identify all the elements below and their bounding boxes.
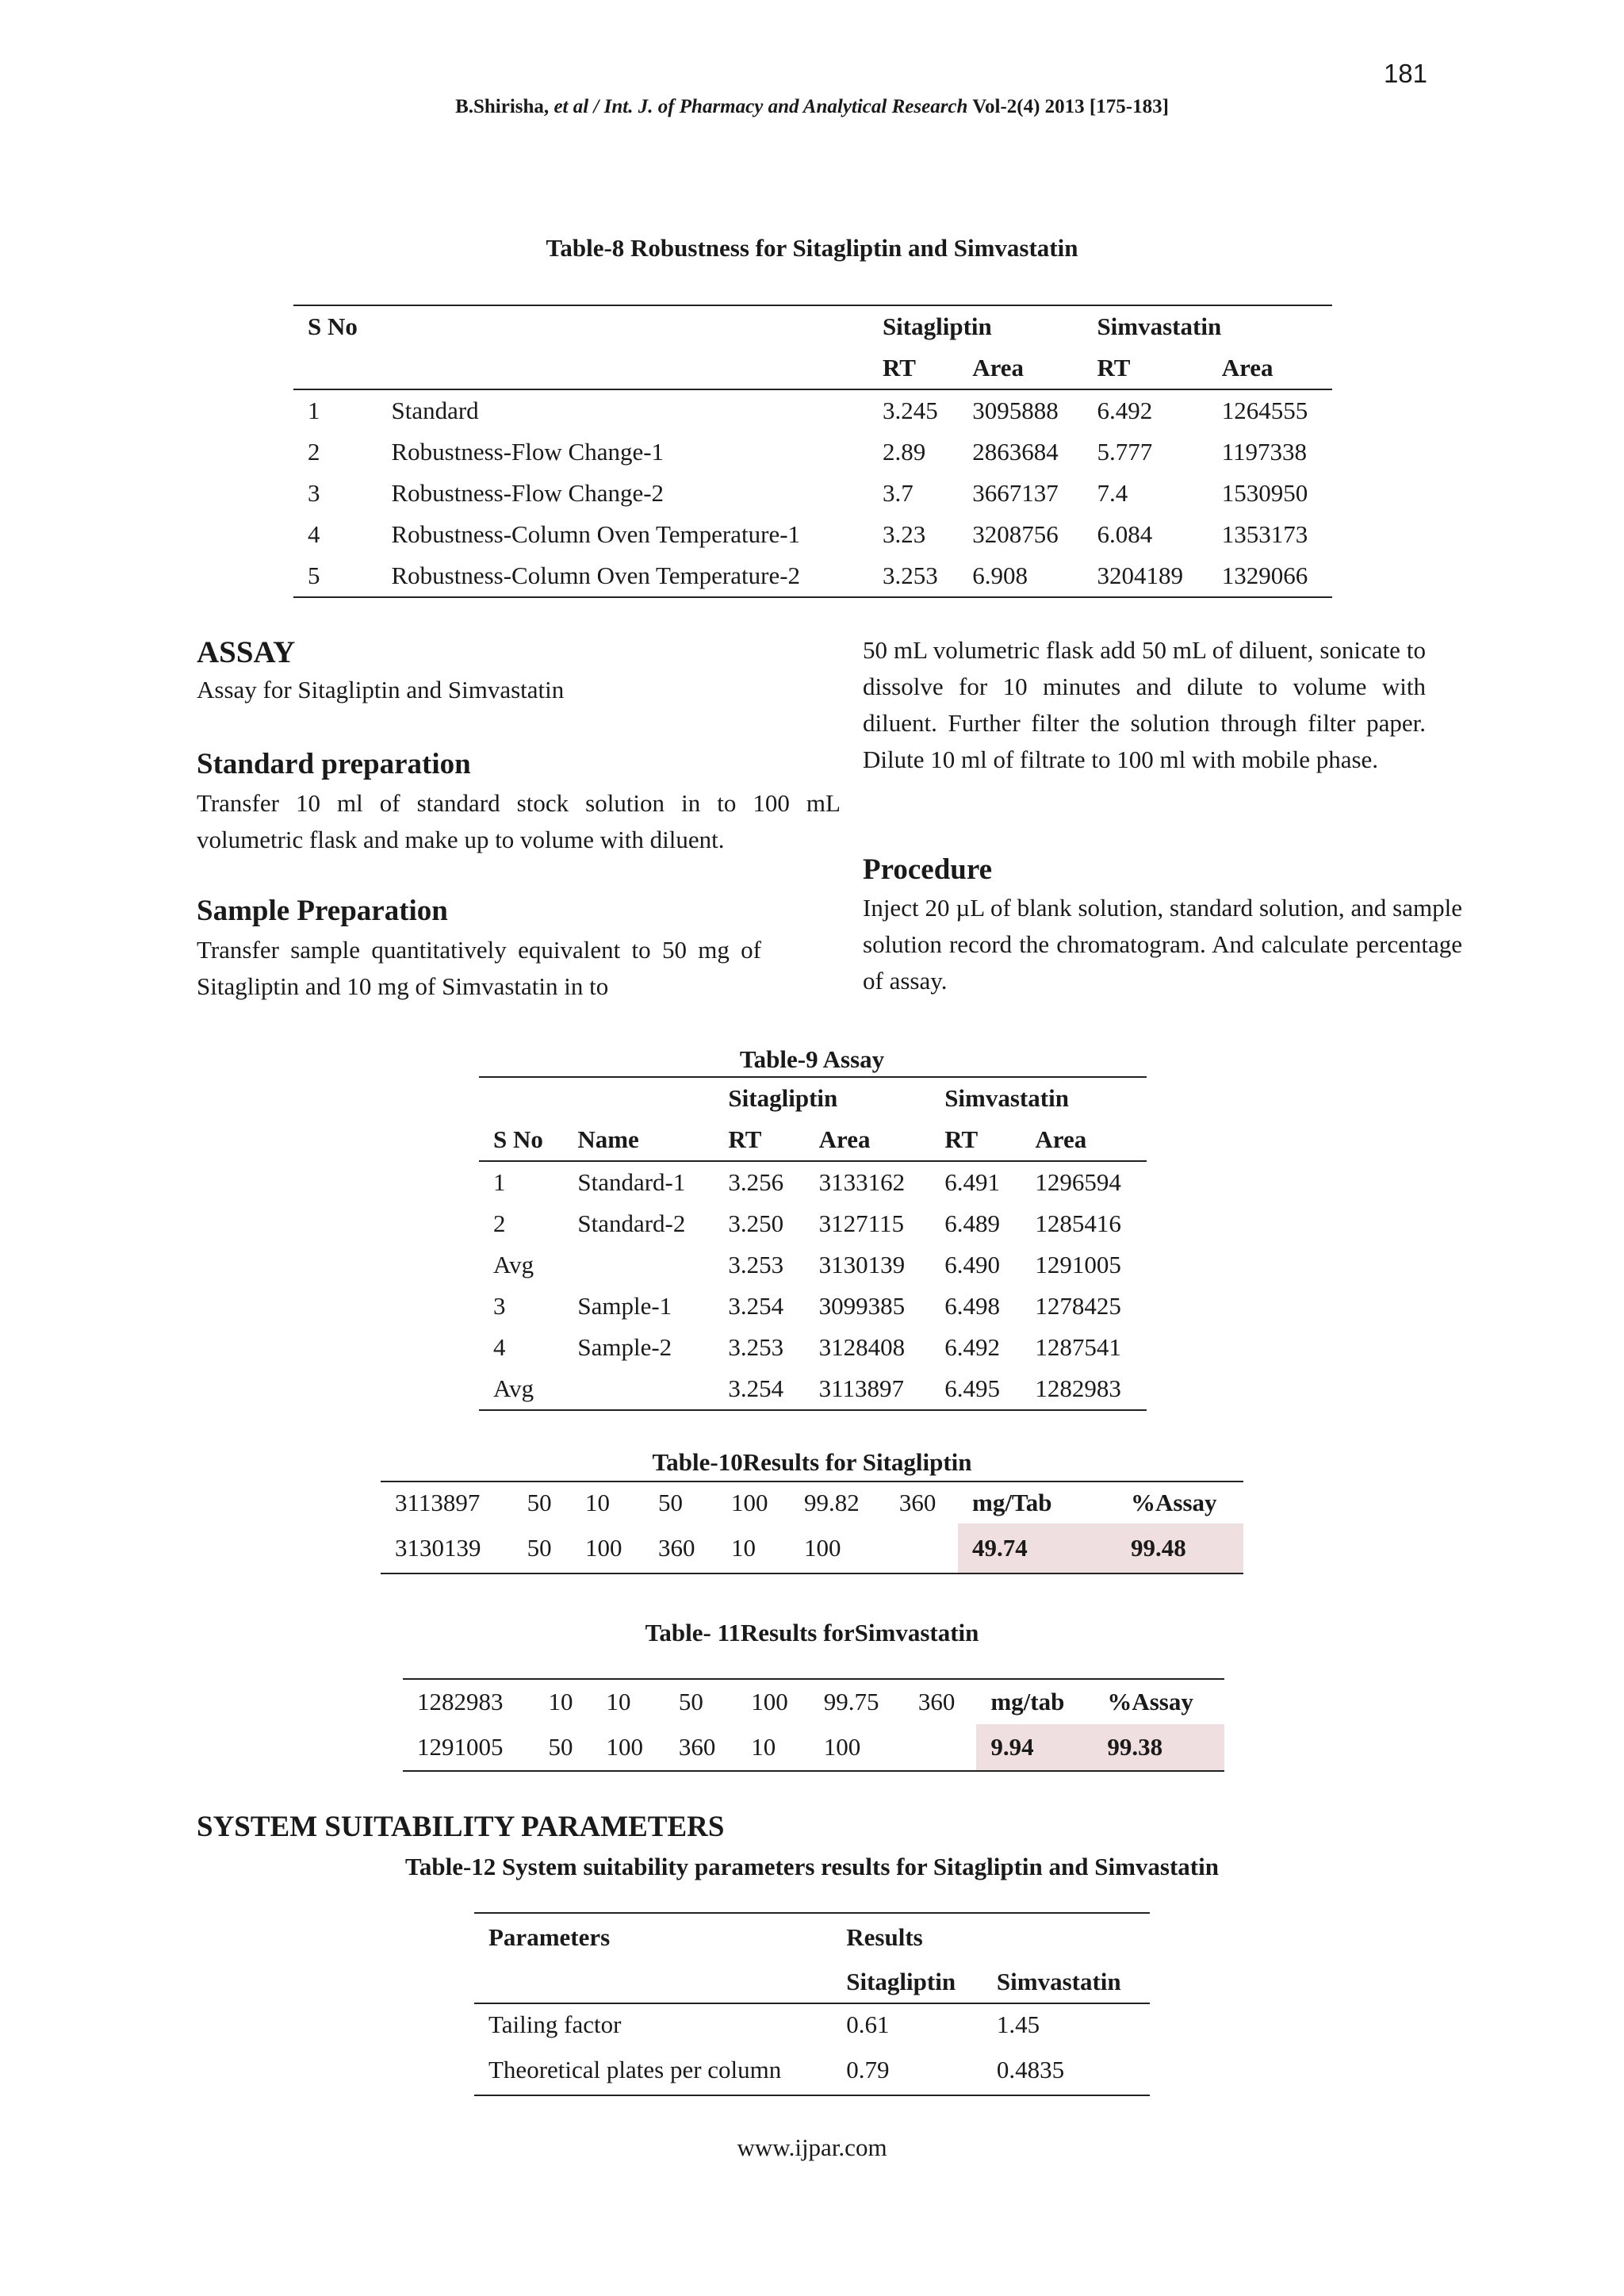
table-cell: 1278425 [1035,1292,1121,1320]
table-cell: 6.492 [944,1333,1000,1361]
table9-header-cell: Area [805,1119,931,1161]
header-journal: et al / Int. J. of Pharmacy and Analytical Research [549,96,968,117]
table-cell: 10 [548,1688,573,1715]
table-cell [563,1244,714,1286]
table-cell: 3 [493,1292,506,1320]
mg-per-tab-header: mg/tab [990,1688,1065,1715]
table-cell: 10 [730,1534,756,1562]
table-cell: 3130139 [395,1534,481,1562]
table-cell: 3.250 [728,1209,784,1237]
table-cell: 3.7 [882,479,914,507]
table-cell: 1285416 [1035,1209,1121,1237]
table9-header-cell: Area [1021,1119,1147,1161]
procedure-heading: Procedure [863,853,993,886]
table9-header-cell: RT [930,1119,1021,1161]
table-cell: 3667137 [972,479,1059,507]
table-cell: 6.492 [1097,397,1153,424]
table-row [479,1203,1147,1244]
table-cell: 3.253 [728,1251,784,1278]
table-cell: 1.45 [996,2010,1040,2038]
table-row [293,347,1332,389]
table-cell: 3099385 [818,1292,906,1320]
table-cell: 1530950 [1221,479,1308,507]
percent-assay-value: 99.48 [1116,1524,1243,1573]
table-cell: 100 [803,1534,841,1562]
table8-caption: Table-8 Robustness for Sitagliptin and Simvastatin [546,234,1078,262]
mg-per-tab-value: 49.74 [958,1524,1116,1573]
table9 [479,1076,1147,1411]
system-suitability-heading: SYSTEM SUITABILITY PARAMETERS [197,1811,725,1843]
footer-url: www.ijpar.com [737,2133,887,2161]
table8-sub-header: Area [958,347,1082,389]
table-cell: 3113897 [818,1374,904,1402]
table-cell: 0.79 [846,2056,890,2083]
assay-subtitle: Assay for Sitagliptin and Simvastatin [197,676,565,703]
percent-assay-header: %Assay [1107,1688,1193,1715]
table-row [479,1119,1147,1161]
table-cell: 1264555 [1221,397,1308,424]
table-cell: 10 [751,1733,776,1761]
table-cell: 3208756 [972,520,1059,548]
table-cell: 1296594 [1035,1168,1121,1196]
table-row [293,473,1332,514]
table8 [293,305,1332,598]
table-cell: Avg [493,1251,534,1278]
header-author: B.Shirisha, [455,96,550,117]
table12-parameters-header: Parameters [488,1923,611,1951]
table-cell: 50 [678,1688,703,1715]
table12-sub-header: Simvastatin [982,1961,1150,2003]
table-cell: 360 [678,1733,716,1761]
running-header [0,96,1624,118]
table-cell: 3.23 [882,520,926,548]
table8-sub-header: RT [868,347,958,389]
table-cell: 1282983 [417,1688,504,1715]
table-cell [563,1368,714,1410]
sample-preparation-text: Transfer sample quantitatively equivalent to 50 mg of Sitagliptin and 10 mg of Simvastatin in to [197,936,761,1000]
table-cell: 99.75 [823,1688,879,1715]
table-cell: 3.253 [882,562,938,589]
table-cell: 5.777 [1097,438,1153,466]
table9-header-cell: Name [563,1119,714,1161]
table-cell: 3113897 [395,1489,481,1516]
table-cell: 3130139 [818,1251,906,1278]
table-cell: 3.245 [882,397,938,424]
procedure-text: Inject 20 µL of blank solution, standard solution, and sample solution record the chromatogram. And calculate percentage of assay. [863,894,1462,995]
percent-assay-header: %Assay [1131,1489,1217,1516]
table-row [293,555,1332,597]
table12-caption: Table-12 System suitability parameters results for Sitagliptin and Simvastatin [405,1853,1219,1880]
table-cell: 3095888 [972,397,1059,424]
table-cell: 99.82 [803,1489,860,1516]
table-cell: Sample-1 [577,1292,672,1320]
table-cell: 2 [493,1209,506,1237]
table-cell: 360 [917,1688,956,1715]
table-cell: 4 [493,1333,506,1361]
table-row [474,2003,1150,2045]
table-row [479,1244,1147,1286]
table-cell: 6.490 [944,1251,1000,1278]
table9-group-simvastatin: Simvastatin [944,1084,1069,1112]
table9-header-cell: S No [479,1119,563,1161]
table-cell: 3 [308,479,320,507]
table-cell: 3133162 [818,1168,906,1196]
table-row [293,431,1332,473]
table12-results-header: Results [846,1923,923,1951]
table-cell: 1197338 [1221,438,1308,466]
table-cell: 6.491 [944,1168,1000,1196]
table11-caption: Table- 11Results forSimvastatin [645,1619,979,1646]
table10-caption: Table-10Results for Sitagliptin [652,1448,972,1476]
table9-header-cell: RT [714,1119,804,1161]
table11 [403,1678,1224,1772]
table-cell: 0.4835 [996,2056,1065,2083]
table-cell: 3128408 [818,1333,906,1361]
table-cell: 1 [493,1168,506,1196]
table-row [474,1961,1150,2003]
table-cell: 2.89 [882,438,926,466]
table-cell: 50 [527,1489,552,1516]
table-cell: 2 [308,438,320,466]
table-cell: 3.253 [728,1333,784,1361]
table-cell: 5 [308,562,320,589]
table8-sub-header: Area [1208,347,1332,389]
table-cell: 1291005 [1035,1251,1121,1278]
table-cell [904,1724,976,1771]
mg-per-tab-value: 9.94 [976,1724,1093,1771]
table8-sno-header: S No [308,312,358,340]
table-cell: 100 [823,1733,861,1761]
table-row [479,1161,1147,1203]
table-cell: Sample-2 [577,1333,672,1361]
assay-heading: ASSAY [197,635,296,669]
table-cell: 6.489 [944,1209,1000,1237]
table12 [474,1912,1150,2096]
table-cell: Tailing factor [488,2010,622,2038]
table-cell: 100 [584,1534,622,1562]
table-cell: 6.495 [944,1374,1000,1402]
table-row [403,1679,1224,1724]
table-cell: 1291005 [417,1733,504,1761]
table-cell: Robustness-Flow Change-2 [391,479,665,507]
table-cell: 2863684 [972,438,1059,466]
table-cell: 3127115 [818,1209,904,1237]
table-cell: 360 [898,1489,936,1516]
table-cell: 360 [657,1534,695,1562]
table-cell: 4 [308,520,320,548]
table-cell: 10 [606,1688,631,1715]
table-row [474,2045,1150,2095]
table-cell: Standard-2 [577,1209,686,1237]
table-cell: Robustness-Column Oven Temperature-2 [391,562,801,589]
table-cell: Avg [493,1374,534,1402]
table-cell: Standard [391,397,479,424]
table-row [479,1327,1147,1368]
table10 [381,1481,1243,1574]
table12-sub-header: Sitagliptin [832,1961,982,2003]
table-cell: Robustness-Flow Change-1 [391,438,665,466]
standard-preparation-heading: Standard preparation [197,748,471,780]
table-cell: 10 [584,1489,610,1516]
table-cell: 50 [657,1489,683,1516]
table-row [479,1368,1147,1410]
table8-sub-header: RT [1082,347,1207,389]
table-row [293,389,1332,431]
table8-group-sitagliptin: Sitagliptin [882,312,992,340]
table-cell: 100 [606,1733,643,1761]
header-volume: Vol-2(4) 2013 [175-183] [967,96,1169,117]
sample-preparation-heading: Sample Preparation [197,895,448,927]
table8-group-simvastatin: Simvastatin [1097,312,1222,340]
table-row [293,305,1332,347]
table-cell: 1353173 [1221,520,1308,548]
table-cell: 1329066 [1221,562,1308,589]
table-cell: 6.084 [1097,520,1153,548]
table-row [403,1724,1224,1771]
table-cell: 3204189 [1097,562,1183,589]
table-row [479,1286,1147,1327]
table-cell: 50 [548,1733,573,1761]
standard-preparation-text: Transfer 10 ml of standard stock solution in to 100 mL volumetric flask and make up to volume with diluent. [197,789,841,853]
table-row [381,1481,1243,1524]
mg-per-tab-header: mg/Tab [972,1489,1052,1516]
table-cell: 0.61 [846,2010,890,2038]
percent-assay-value: 99.38 [1093,1724,1224,1771]
table-cell: 50 [527,1534,552,1562]
table9-caption: Table-9 Assay [739,1045,885,1073]
table9-group-sitagliptin: Sitagliptin [728,1084,838,1112]
table-cell: 100 [751,1688,788,1715]
table-row [293,514,1332,555]
table-row [381,1524,1243,1573]
table-cell: 1282983 [1035,1374,1121,1402]
table-cell: 1 [308,397,320,424]
table-cell [885,1524,958,1573]
table-cell: Theoretical plates per column [488,2056,782,2083]
table-row [474,1913,1150,1961]
table-cell: 100 [730,1489,768,1516]
table-cell: Standard-1 [577,1168,686,1196]
table-cell: 7.4 [1097,479,1128,507]
page-number: 181 [1383,59,1427,88]
table-cell: 3.254 [728,1374,784,1402]
table-cell: Robustness-Column Oven Temperature-1 [391,520,801,548]
sample-preparation-text-continued: 50 mL volumetric flask add 50 mL of diluent, sonicate to dissolve for 10 minutes and dilute to volume with diluent. Further filter the solution through filter paper. Dilute 10 ml of filtrate to 100 ml with mobile phase. [863,636,1426,773]
table-cell: 1287541 [1035,1333,1121,1361]
table-row [479,1077,1147,1119]
table-cell: 6.908 [972,562,1028,589]
table-cell: 3.256 [728,1168,784,1196]
table-cell: 3.254 [728,1292,784,1320]
table-cell: 6.498 [944,1292,1000,1320]
